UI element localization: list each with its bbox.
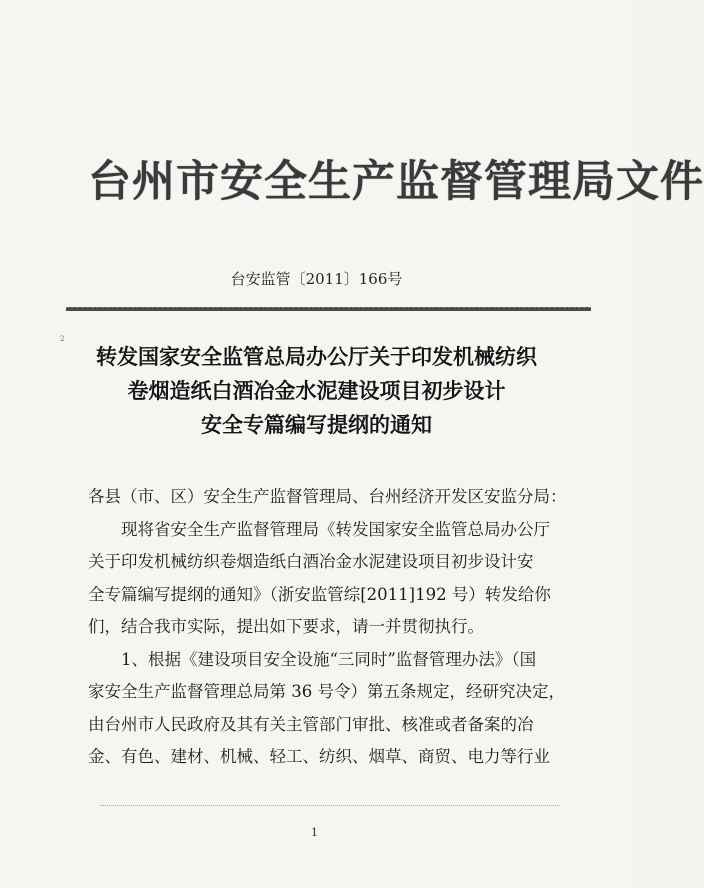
notice-body xyxy=(88,481,567,774)
page-number: 1 xyxy=(311,826,318,839)
margin-mark: 2 xyxy=(60,335,65,343)
body-line: 现将省安全生产监督管理局《转发国家安全监管总局办公厅 xyxy=(121,519,550,539)
notice-title-line: 卷烟造纸白酒冶金水泥建设项目初步设计 xyxy=(127,379,506,403)
document-header-title: 台州市安全生产监督管理局文件 xyxy=(88,157,704,207)
body-line: 家安全生产监督管理总局第 36 号令）第五条规定，经研究决定， xyxy=(88,682,565,701)
body-line: 金、有色、建材、机械、轻工、纺织、烟草、商贸、电力等行业 xyxy=(88,747,550,766)
notice-title-line: 转发国家安全监管总局办公厅关于印发机械纺织 xyxy=(96,345,537,369)
body-line: 关于印发机械纺织卷烟造纸白酒冶金水泥建设项目初步设计安 xyxy=(88,552,534,571)
body-line: 们，结合我市实际，提出如下要求，请一并贯彻执行。 xyxy=(88,617,484,636)
salutation: 各县（市、区）安全生产监督管理局、台州经济开发区安监分局： xyxy=(88,487,567,506)
notice-title-line: 安全专篇编写提纲的通知 xyxy=(201,413,432,437)
header-divider xyxy=(66,307,591,311)
body-line: 全专篇编写提纲的通知》（浙安监管综[2011]192 号）转发给你 xyxy=(88,584,551,604)
body-line: 由台州市人民政府及其有关主管部门审批、核准或者备案的冶 xyxy=(88,714,534,734)
document-number: 台安监管〔2011〕166号 xyxy=(230,270,403,288)
scan-artifact-line xyxy=(100,805,560,807)
body-line: 1、根据《建设项目安全设施“三同时”监督管理办法》（国 xyxy=(121,649,537,669)
notice-title xyxy=(70,340,563,442)
